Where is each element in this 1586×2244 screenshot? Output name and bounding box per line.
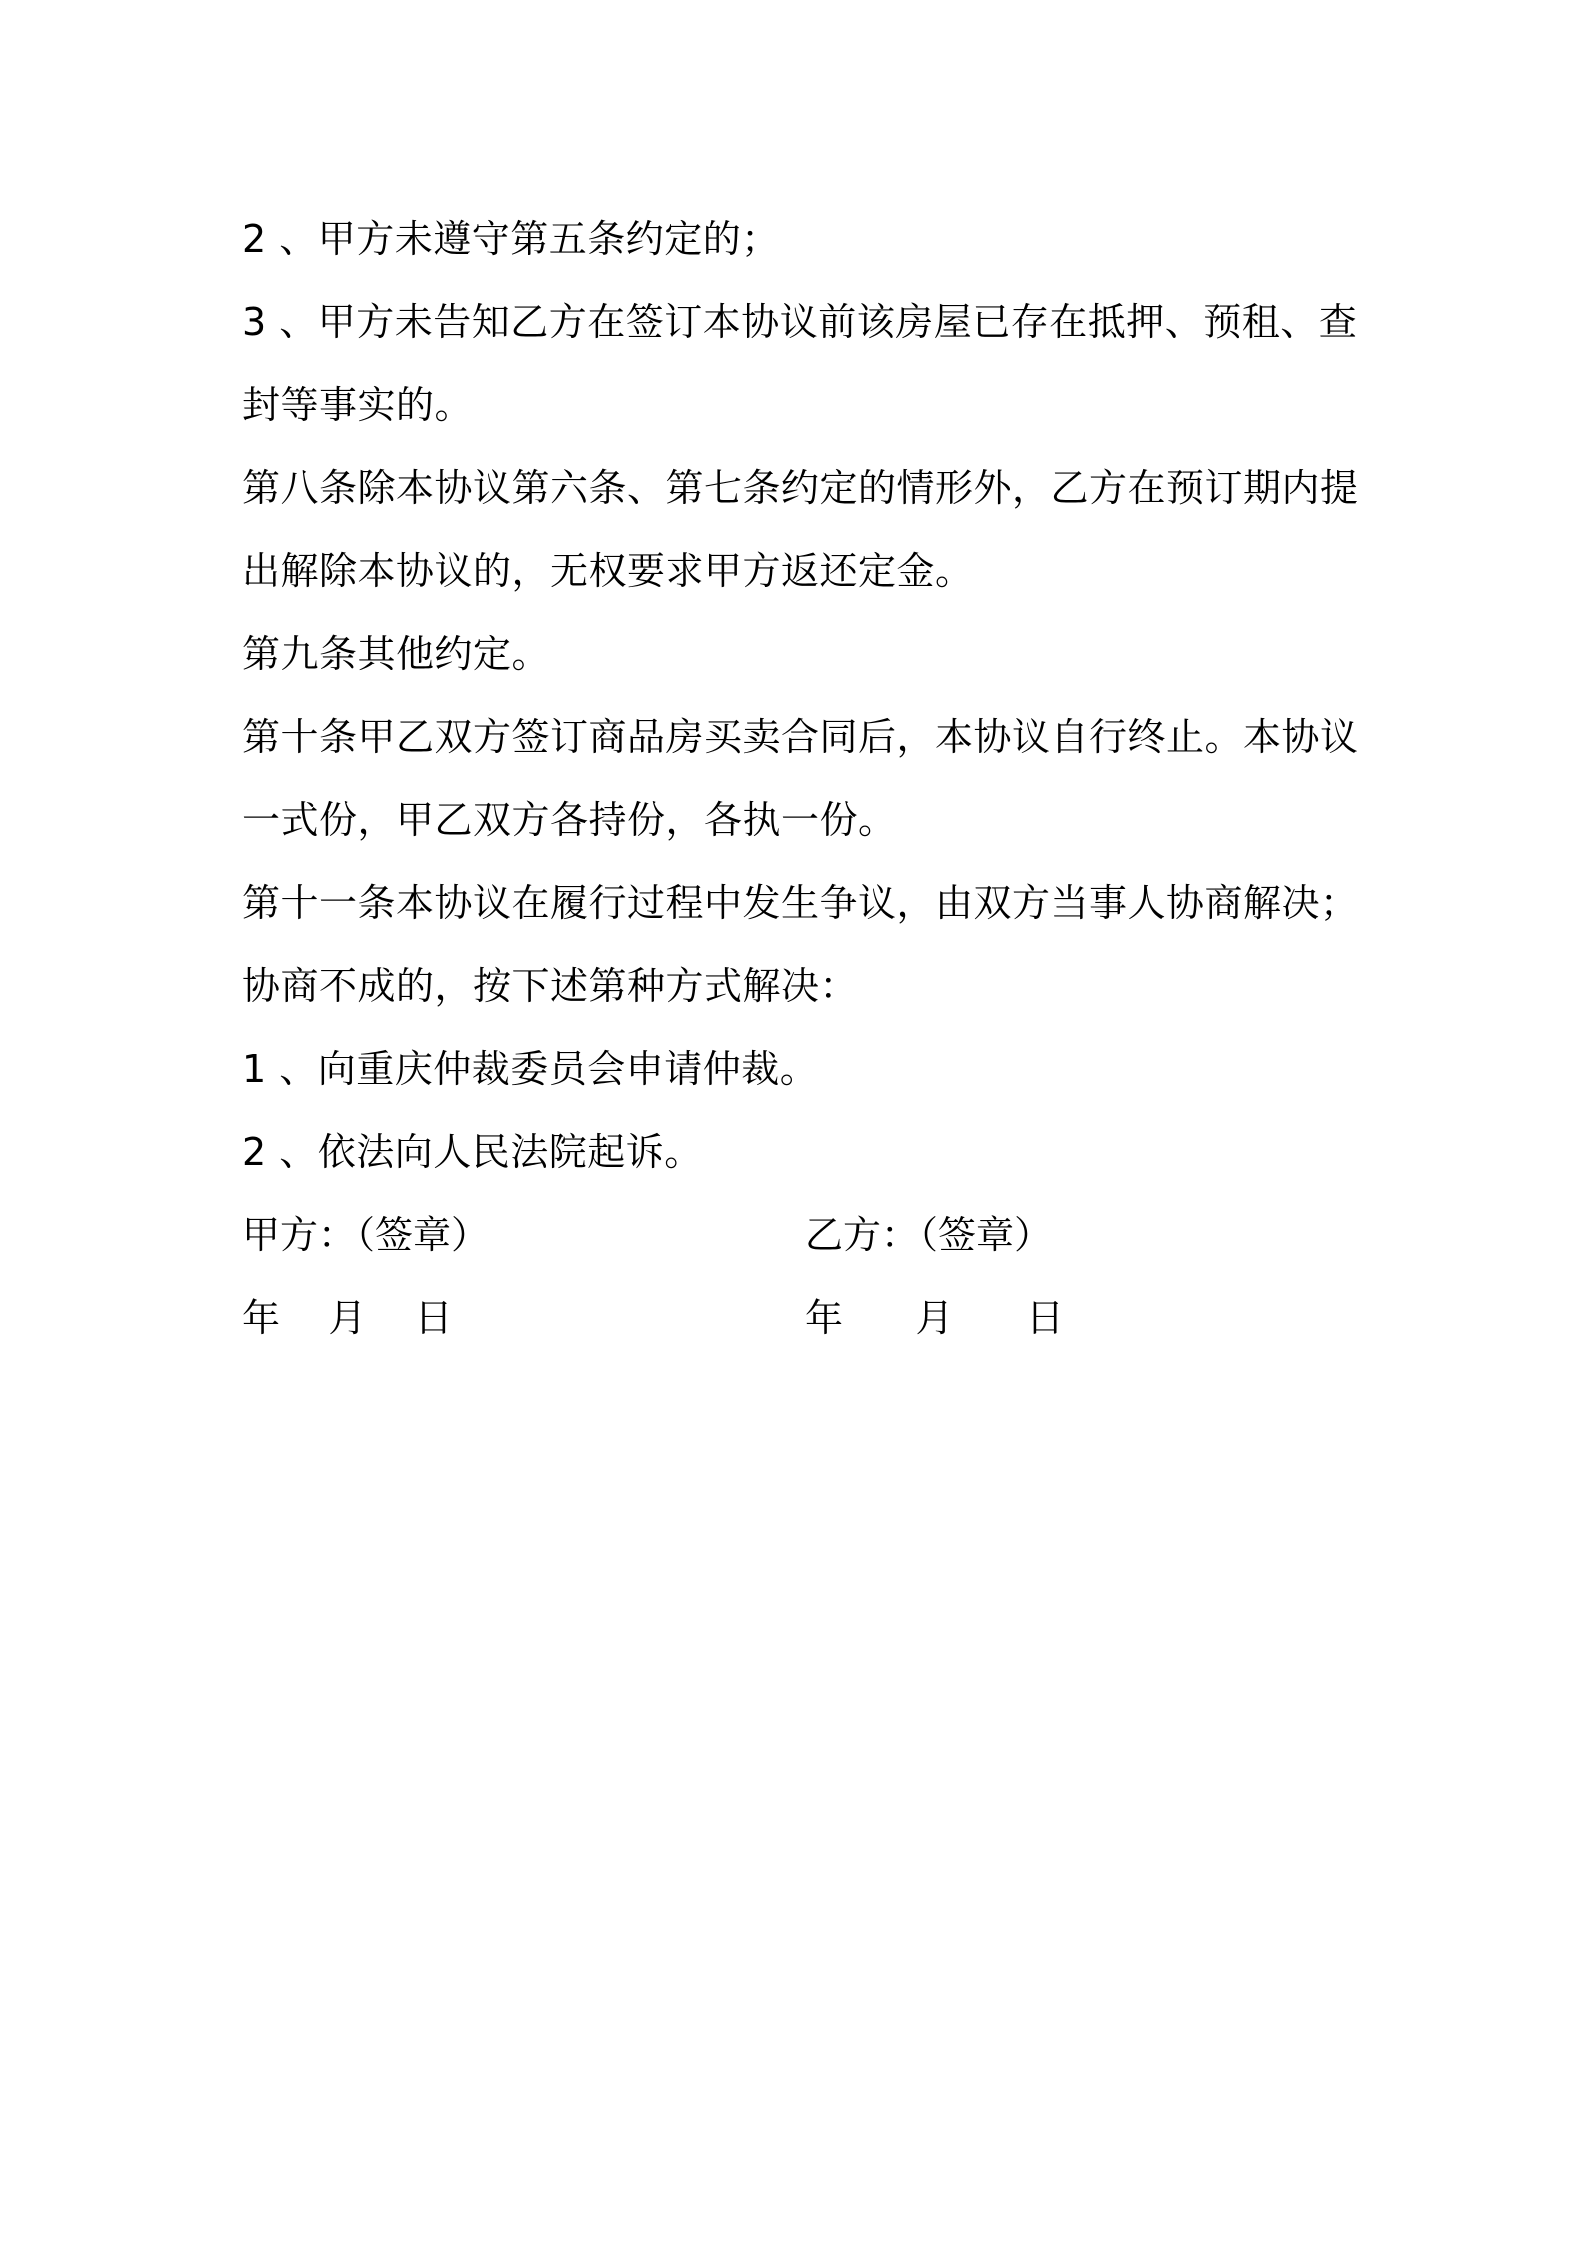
article-11: 第十一条本协议在履行过程中发生争议，由双方当事人协商解决；协商不成的，按下述第种方式解决： xyxy=(242,881,1359,1008)
party-a-signature-label: 甲方：（签章） xyxy=(242,1213,490,1257)
article-8: 第八条除本协议第六条、第七条约定的情形外，乙方在预订期内提出解除本协议的，无权要求甲方返还定金。 xyxy=(242,466,1359,593)
party-a-date: 年 月 日 xyxy=(242,1296,453,1340)
party-b-date: 年 月 日 xyxy=(805,1296,1064,1340)
article-9: 第九条其他约定。 xyxy=(242,632,551,676)
date-row xyxy=(242,1277,1362,1360)
clause-item-3: 3 、甲方未告知乙方在签订本协议前该房屋已存在抵押、预租、查封等事实的。 xyxy=(242,300,1358,427)
document-body xyxy=(242,198,1362,1360)
party-b-signature-label: 乙方：（签章） xyxy=(805,1213,1053,1257)
article-10: 第十条甲乙双方签订商品房买卖合同后，本协议自行终止。本协议一式份，甲乙双方各持份，各执一份。 xyxy=(242,715,1359,842)
clause-item-2: 2 、甲方未遵守第五条约定的； xyxy=(242,217,780,261)
resolution-option-2: 2 、依法向人民法院起诉。 xyxy=(242,1130,703,1174)
signature-row xyxy=(242,1194,1362,1277)
resolution-option-1: 1 、向重庆仲裁委员会申请仲裁。 xyxy=(242,1047,819,1091)
